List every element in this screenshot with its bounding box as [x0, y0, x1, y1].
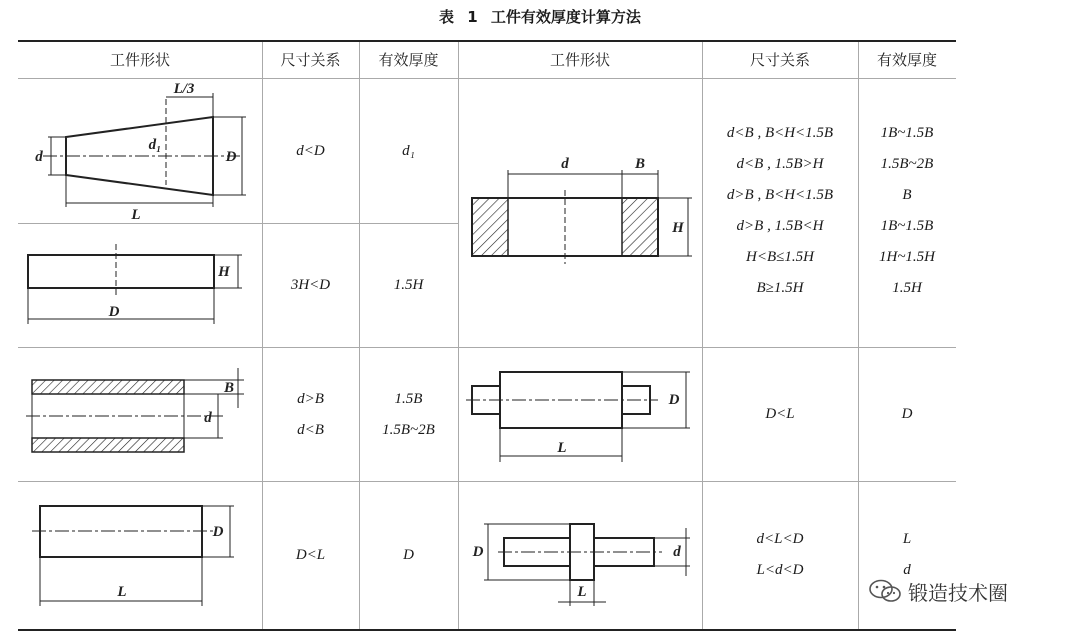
tube-label-d: d — [204, 410, 212, 426]
cone-label-d: d — [35, 149, 43, 165]
cone-relation: d<D — [296, 142, 325, 159]
tube-wall-top — [32, 380, 184, 394]
cone-thickness: d₁ — [402, 142, 415, 159]
tube-label-b: B — [223, 380, 235, 396]
ring-label-h: H — [672, 220, 684, 236]
stepshaft-label-d: D — [668, 392, 680, 408]
ring-label-d: d — [561, 156, 569, 172]
ring-relation-cell — [702, 118, 858, 308]
cone-relation-cell — [262, 79, 359, 223]
ring-wall-left — [472, 198, 508, 256]
flange-label-d: d — [673, 544, 681, 560]
tube-relation-1: d>B — [297, 391, 324, 407]
stepshaft-relation: D<L — [765, 406, 795, 422]
watermark — [868, 576, 1008, 606]
cone-figure — [18, 79, 262, 223]
plate-relation: 3H<D — [290, 277, 331, 293]
header-left-thickness: 有效厚度 — [378, 51, 439, 69]
plate-outline — [28, 255, 214, 288]
cylinder-label-l: L — [117, 584, 127, 600]
watermark-text: 锻造技术圈 — [908, 580, 1008, 605]
tube-thickness-1: 1.5B — [394, 391, 423, 407]
tube-figure — [18, 348, 262, 481]
ring-thickness-1: 1B~1.5B — [880, 125, 934, 141]
ring-relation-6: B≥1.5H — [756, 280, 804, 296]
cylinder-label-d: D — [212, 524, 224, 540]
tube-thickness-2: 1.5B~2B — [382, 422, 435, 438]
flange-relation-cell — [702, 524, 858, 586]
flange-thickness-2: d — [903, 562, 911, 578]
plate-figure — [18, 224, 262, 347]
ring-relation-1: d<B , B<H<1.5B — [726, 125, 834, 141]
ring-relation-4: d>B , 1.5B<H — [736, 218, 824, 234]
header-right-thickness: 有效厚度 — [876, 51, 937, 69]
plate-relation-cell — [262, 224, 359, 347]
cylinder-thickness: D — [403, 547, 414, 563]
header-right-shape: 工件形状 — [549, 51, 610, 69]
cone-label-d1: d₁ — [148, 137, 162, 153]
flange-relation-2: L<d<D — [756, 562, 804, 578]
header-left-relation: 尺寸关系 — [280, 51, 341, 69]
ring-thickness-5: 1H~1.5H — [878, 249, 936, 265]
plate-thickness-cell — [359, 224, 458, 347]
tube-thickness-cell — [359, 384, 458, 446]
tube-relation-2: d<B — [297, 422, 324, 438]
flange-relation-1: d<L<D — [756, 531, 804, 547]
stepshaft-figure — [458, 348, 702, 481]
stepshaft-thickness: D — [901, 406, 913, 422]
plate-label-h: H — [218, 264, 230, 280]
flange-thickness-1: L — [902, 531, 912, 547]
stepshaft-relation-cell — [702, 348, 858, 481]
header-left-shape: 工件形状 — [109, 51, 170, 69]
wechat-icon — [868, 578, 902, 604]
bottom-rule — [18, 629, 956, 631]
cylinder-thickness-cell — [359, 482, 458, 629]
cylinder-figure — [18, 482, 262, 629]
ring-thickness-6: 1.5H — [892, 280, 922, 296]
ring-relation-2: d<B , 1.5B>H — [736, 156, 824, 172]
tube-relation-cell — [262, 384, 359, 446]
ring-thickness-cell — [858, 118, 956, 308]
ring-relation-5: H<B≤1.5H — [746, 249, 814, 265]
cone-thickness-cell — [359, 79, 458, 223]
stepshaft-thickness-cell — [858, 348, 956, 481]
flange-figure — [458, 482, 702, 629]
ring-label-b: B — [634, 156, 646, 172]
cone-label-dd: D — [225, 149, 237, 165]
ring-thickness-2: 1.5B~2B — [880, 156, 934, 172]
table-caption: 表 1 工件有效厚度计算方法 — [439, 8, 641, 26]
ring-relation-3: d>B , B<H<1.5B — [726, 187, 834, 203]
stepshaft-label-l: L — [557, 440, 567, 456]
ring-thickness-4: 1B~1.5B — [880, 218, 934, 234]
ring-wall-right — [622, 198, 658, 256]
cylinder-relation-cell — [262, 482, 359, 629]
plate-thickness: 1.5H — [393, 277, 424, 293]
flange-label-dd: D — [472, 544, 484, 560]
header-right-relation: 尺寸关系 — [749, 51, 810, 69]
tube-wall-bottom — [32, 438, 184, 452]
flange-label-l: L — [577, 584, 587, 600]
cylinder-relation: D<L — [295, 547, 326, 563]
ring-figure — [458, 140, 702, 270]
cone-label-l3: L/3 — [173, 81, 195, 97]
flange-left-shaft — [504, 538, 570, 566]
ring-thickness-3: B — [902, 187, 912, 203]
plate-label-d: D — [108, 304, 120, 320]
cone-label-l: L — [131, 207, 141, 223]
